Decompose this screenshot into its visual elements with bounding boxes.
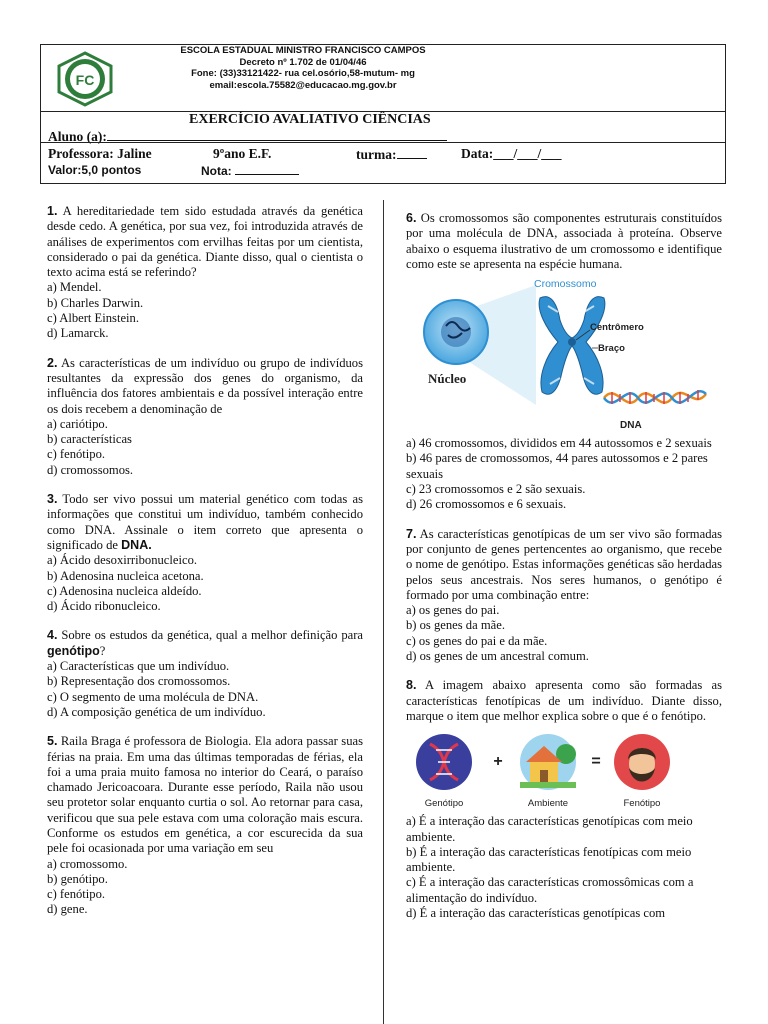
header-divider-2 [41, 142, 725, 143]
class-label: turma: [356, 147, 397, 162]
chromosome-shape [539, 297, 605, 395]
exam-title: EXERCÍCIO AVALIATIVO CIÊNCIAS [189, 112, 431, 127]
option-c[interactable]: c) fenótipo. [47, 447, 106, 462]
option-a[interactable]: a) cromossomo. [47, 856, 128, 871]
question-keyword: genótipo [47, 643, 100, 658]
student-label: Aluno (a): [48, 129, 107, 144]
column-divider [383, 200, 384, 1024]
centromere-label: Centrômero [590, 322, 644, 334]
option-c[interactable]: c) 23 cromossomos e 2 são sexuais. [406, 482, 586, 497]
header-box [40, 44, 726, 184]
phenotype-label: Fenótipo [623, 798, 661, 810]
genotype-label: Genótipo [424, 798, 464, 810]
option-b[interactable]: b) os genes da mãe. [406, 618, 505, 633]
teacher-label: Professora: Jaline [48, 146, 152, 161]
option-a[interactable]: a) cariótipo. [47, 416, 108, 431]
question-number: 8. [406, 678, 417, 693]
option-d[interactable]: d) Ácido ribonucleico. [47, 599, 161, 614]
question-4 [47, 628, 363, 720]
question-text: Sobre os estudos da genética, qual a melhor definição para [61, 628, 363, 643]
arm-label: Braço [598, 343, 625, 355]
equals-sign: = [591, 753, 601, 771]
option-d[interactable]: d) 26 cromossomos e 6 sexuais. [406, 497, 567, 512]
house-environment-icon [520, 734, 576, 790]
option-a[interactable]: a) Características que um indivíduo. [47, 659, 230, 674]
chromosome-figure [408, 280, 708, 430]
option-d[interactable]: d) cromossomos. [47, 462, 134, 477]
question-text: A imagem abaixo apresenta como são formadas as características fenotípicas de um indivíduo. Diante disso, marque o item que melhor explica sobre o que é o fenótipo. [406, 678, 722, 723]
question-1 [47, 204, 363, 342]
option-c[interactable]: c) É a interação das características cromossômicas com a alimentação do indivíduo. [406, 875, 694, 905]
option-d[interactable]: d) A composição genética de um indivíduo. [47, 704, 266, 719]
option-b[interactable]: b) Charles Darwin. [47, 295, 144, 310]
question-number: 3. [47, 492, 58, 507]
option-d[interactable]: d) os genes de um ancestral comum. [406, 649, 589, 664]
question-text: Todo ser vivo possui um material genético com todas as informações que constitui um indivíduo, também conhecido como DNA. Assinale o item correto que apresenta o significado de [47, 492, 363, 552]
question-5 [47, 734, 363, 918]
grade-field [201, 163, 299, 178]
option-b[interactable]: b) características [47, 432, 132, 447]
option-b[interactable]: b) Adenosina nucleica acetona. [47, 568, 204, 583]
grade-blank[interactable] [235, 163, 299, 175]
question-text: Raila Braga é professora de Biologia. Ela adora passar suas férias na praia. Em uma das últimas temporadas de férias, ela foi a uma praia muito famosa no interior do Ceará, o paraíso chamado Jericoacoara. Durante esse período, Raila não usou seu protetor solar enquanto curtia o sol. Ao retornar para casa, verificou que sua pele estava com uma coloração mais escura. Conforme os estudos em genética, a cor escurecida da sua pele foi ocasionada por uma variação em seu [47, 734, 363, 856]
question-text: As características de um indivíduo ou grupo de indivíduos resultantes da expressão dos genes do organismo, da influência dos fatores ambientais e da possível interação entre os dois recebem a denominação de [47, 355, 363, 416]
option-c[interactable]: c) os genes do pai e da mãe. [406, 633, 548, 648]
question-number: 1. [47, 204, 58, 218]
option-d[interactable]: d) Lamarck. [47, 326, 109, 341]
option-d[interactable]: d) É a interação das características genotípicas com [406, 906, 666, 921]
school-name: ESCOLA ESTADUAL MINISTRO FRANCISCO CAMPOS [180, 45, 426, 56]
option-a[interactable]: a) 46 cromossomos, divididos em 44 autossomos e 2 sexuais [406, 436, 712, 451]
question-number: 6. [406, 211, 417, 225]
grade-label: 9ºano E.F. [213, 146, 272, 161]
school-info [133, 45, 473, 91]
question-6 [406, 211, 722, 513]
option-b[interactable]: b) 46 pares de cromossomos, 44 pares autossomos e 2 pares sexuais [406, 451, 708, 481]
environment-label: Ambiente [527, 798, 569, 810]
question-8 [406, 678, 722, 921]
right-column [406, 211, 722, 935]
option-a[interactable]: a) os genes do pai. [406, 603, 500, 618]
person-phenotype-icon [614, 734, 670, 790]
option-b[interactable]: b) Representação dos cromossomos. [47, 674, 231, 689]
class-field [356, 146, 427, 163]
plus-sign: + [493, 753, 503, 771]
option-c[interactable]: c) fenótipo. [47, 887, 106, 902]
grade-field-label: Nota: [201, 164, 232, 178]
option-d[interactable]: d) gene. [47, 902, 88, 917]
question-7 [406, 527, 722, 665]
option-a[interactable]: a) Mendel. [47, 280, 102, 295]
option-b[interactable]: b) É a interação das características fenotípicas com meio ambiente. [406, 844, 692, 875]
class-blank[interactable] [397, 146, 427, 159]
logo-text: FC [75, 72, 95, 88]
question-2 [47, 356, 363, 478]
school-logo [53, 51, 117, 107]
question-end: ? [99, 643, 106, 658]
dna-helix [604, 390, 706, 404]
question-number: 5. [47, 734, 58, 749]
option-c[interactable]: c) Adenosina nucleica aldeído. [47, 583, 202, 598]
option-b[interactable]: b) genótipo. [47, 871, 108, 886]
option-c[interactable]: c) O segmento de uma molécula de DNA. [47, 689, 259, 704]
question-text: A hereditariedade tem sido estudada através da genética desde cedo. A genética, por sua vez, foi introduzida através de análises de experimentos com ervilhas feitas por um cientista, considerado o pai da genética. Diante disso, qual o cientista o texto acima está se referindo? [47, 204, 363, 280]
dna-circle-icon [416, 734, 472, 790]
question-number: 7. [406, 526, 417, 541]
question-number: 2. [47, 355, 58, 370]
option-a[interactable]: a) É a interação das características genotípicas com meio ambiente. [406, 814, 693, 844]
school-email: email:escola.75582@educacao.mg.gov.br [209, 79, 397, 91]
nucleus-label: Núcleo [428, 371, 467, 387]
phenotype-figure [406, 730, 706, 810]
question-text: Os cromossomos são componentes estruturais constituídos por uma molécula de DNA, associada à proteína. Observe abaixo o esquema ilustrativo de um cromossomo e identifique como este se apresenta na espécie humana. [406, 211, 722, 271]
chromosome-title: Cromossomo [534, 280, 597, 291]
option-c[interactable]: c) Albert Einstein. [47, 311, 139, 326]
student-name-blank[interactable] [107, 128, 447, 141]
option-a[interactable]: a) Ácido desoxirribonucleico. [47, 553, 198, 568]
dna-label: DNA [620, 420, 642, 431]
date-label[interactable]: Data:___/___/___ [461, 146, 562, 161]
question-keyword: DNA. [121, 537, 152, 552]
school-decree: Decreto nº 1.702 de 01/04/46 [239, 56, 367, 68]
question-text: As características genotípicas de um ser vivo são formadas por conjunto de genes pertencentes ao organismo, que recebe o nome de genótipo. Estas informações genéticas são herdadas pelos seus ancestrais. Nos seres humanos, o genótipo é formado por uma combinação entre: [406, 526, 722, 602]
school-phone-address: Fone: (33)33121422- rua cel.osório,58-mutum- mg [191, 68, 415, 79]
left-column [47, 204, 363, 932]
value-label: Valor:5,0 pontos [48, 163, 142, 177]
question-3 [47, 492, 363, 614]
question-number: 4. [47, 628, 58, 643]
